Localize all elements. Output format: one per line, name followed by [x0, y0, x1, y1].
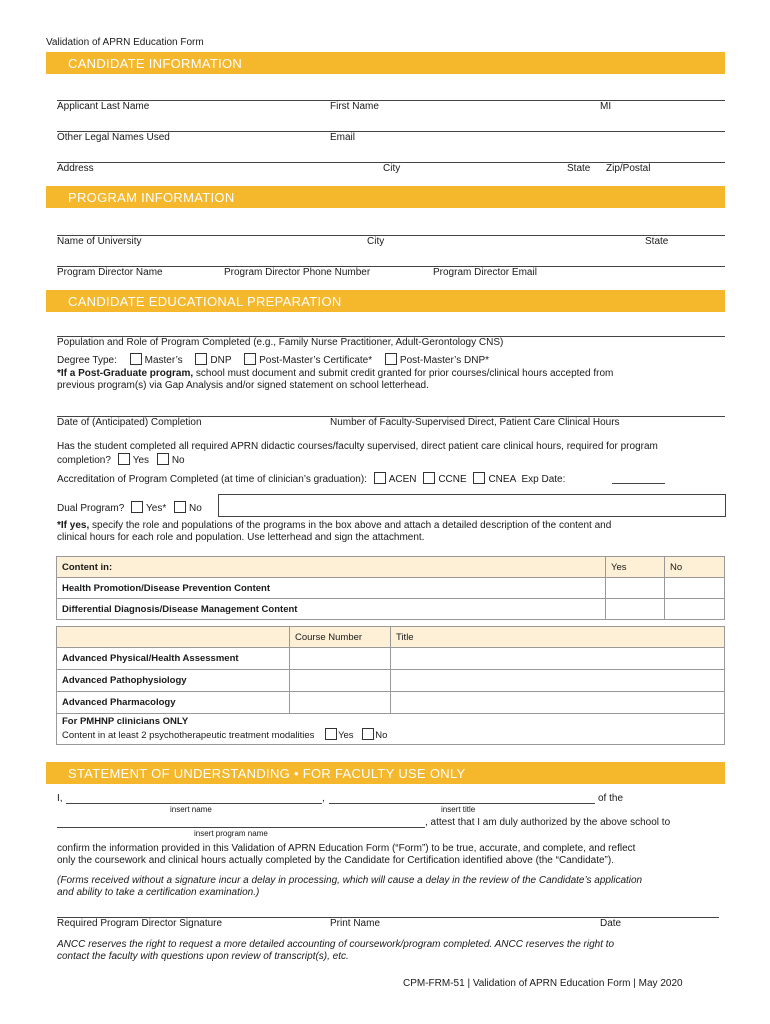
address-label: Address [57, 163, 94, 174]
post-grad-line2: previous program(s) via Gap Analysis and/or signed statement on school letterhead. [57, 380, 429, 391]
yes-header: Yes [606, 557, 665, 578]
mi-label: MI [600, 101, 612, 112]
content-header: Content in: [57, 557, 606, 578]
post-masters-dnp-checkbox[interactable] [385, 353, 397, 365]
dual-program-box[interactable] [218, 494, 726, 517]
section-statement [46, 762, 725, 784]
table-row [57, 599, 725, 620]
section-educational-preparation [46, 290, 725, 312]
title-header: Title [391, 627, 725, 648]
pmhnp-title: For PMHNP clinicians ONLY [62, 716, 189, 727]
statement-of-the: of the [598, 793, 624, 804]
post-grad-line1: school must document and submit credit granted for prior courses/clinical hours accepted from [193, 368, 614, 379]
course-number-cell[interactable] [290, 692, 391, 714]
completed-q2: completion? [57, 455, 111, 466]
if-yes-line1: specify the role and populations of the programs in the box above and attach a detailed description of the content and [89, 520, 612, 531]
course-row-label: Advanced Pathophysiology [57, 670, 290, 692]
director-name-label: Program Director Name [57, 267, 163, 278]
course-title-cell[interactable] [391, 670, 725, 692]
section-program-information [46, 186, 725, 208]
ancc-line2: contact the faculty with questions upon review of transcript(s), etc. [57, 951, 349, 962]
course-number-cell[interactable] [290, 670, 391, 692]
course-blank-header [57, 627, 290, 648]
confirm-line2: only the coursework and clinical hours actually completed by the Candidate for Certification identified above (the “Candidate”). [57, 855, 614, 866]
accreditation-label: Accreditation of Program Completed (at time of clinician’s graduation): [57, 474, 367, 485]
dual-yes-label: Yes* [146, 503, 167, 514]
pmhnp-yes-checkbox[interactable] [325, 728, 337, 740]
last-name-label: Applicant Last Name [57, 101, 150, 112]
city-label: City [383, 163, 401, 174]
section-title: CANDIDATE INFORMATION [68, 56, 243, 71]
if-yes-bold: *If yes, [57, 520, 90, 531]
post-masters-cert-label: Post-Master’s Certificate* [259, 355, 373, 366]
completion-date-label: Date of (Anticipated) Completion [57, 417, 202, 428]
pmhnp-yes-label: Yes [338, 730, 354, 741]
course-row-label: Advanced Physical/Health Assessment [57, 648, 290, 670]
statement-attest: , attest that I am duly authorized by the above school to [425, 817, 671, 828]
completed-yes-checkbox[interactable] [118, 453, 130, 465]
pmhnp-text: Content in at least 2 psychotherapeutic treatment modalities [62, 730, 315, 741]
degree-type-row [57, 353, 489, 367]
insert-name-hint: insert name [170, 805, 212, 814]
no-header: No [665, 557, 725, 578]
table-row [57, 714, 725, 745]
table-row [57, 627, 725, 648]
completed-yes-label: Yes [132, 455, 150, 466]
table-row [57, 557, 725, 578]
acen-label: ACEN [388, 474, 417, 485]
acen-checkbox[interactable] [374, 472, 386, 484]
university-label: Name of University [57, 236, 142, 247]
table-row [57, 670, 725, 692]
table-row [57, 578, 725, 599]
signature-label: Required Program Director Signature [57, 918, 223, 929]
program-state-label: State [645, 236, 669, 247]
dual-no-label: No [189, 503, 202, 514]
email-label: Email [330, 132, 356, 143]
degree-type-label: Degree Type: [57, 355, 117, 366]
if-yes-note [57, 520, 727, 544]
completed-no-label: No [171, 455, 185, 466]
course-number-header: Course Number [290, 627, 391, 648]
post-masters-dnp-label: Post-Master’s DNP* [399, 355, 490, 366]
dual-program-label: Dual Program? [57, 503, 125, 514]
section-candidate-information [46, 52, 725, 74]
post-masters-cert-checkbox[interactable] [244, 353, 256, 365]
exp-date-field[interactable] [612, 483, 665, 484]
if-yes-line2: clinical hours for each role and population. Use letterhead and sign the attachment. [57, 532, 425, 543]
course-table [56, 626, 725, 745]
state-label: State [567, 163, 591, 174]
dual-yes-checkbox[interactable] [131, 501, 143, 513]
completed-no-checkbox[interactable] [157, 453, 169, 465]
completed-q1: Has the student completed all required APRN didactic courses/faculty supervised, direct patient care clinical hours, required for program [57, 441, 658, 452]
table-row [57, 648, 725, 670]
masters-checkbox[interactable] [130, 353, 142, 365]
section-title: STATEMENT OF UNDERSTANDING • FOR FACULTY USE ONLY [68, 766, 466, 781]
forms-note [57, 875, 727, 899]
director-email-label: Program Director Email [433, 267, 537, 278]
forms-line2: and ability to take a certification examination.) [57, 887, 260, 898]
no-cell[interactable] [665, 578, 725, 599]
pmhnp-no-checkbox[interactable] [362, 728, 374, 740]
dual-no-checkbox[interactable] [174, 501, 186, 513]
course-title-cell[interactable] [391, 692, 725, 714]
forms-line1: (Forms received without a signature incur a delay in processing, which will cause a delay in the review of the Candidate’s application [57, 875, 643, 886]
clinical-hours-label: Number of Faculty-Supervised Direct, Patient Care Clinical Hours [330, 417, 620, 428]
section-title: PROGRAM INFORMATION [68, 190, 235, 205]
insert-program-hint: insert program name [194, 829, 268, 838]
yes-cell[interactable] [606, 599, 665, 620]
content-table [56, 556, 725, 620]
ancc-note [57, 939, 727, 963]
zip-label: Zip/Postal [606, 163, 651, 174]
no-cell[interactable] [665, 599, 725, 620]
population-role-label: Population and Role of Program Completed (e.g., Family Nurse Practitioner, Adult-Gerontology CNS) [57, 337, 504, 348]
section-title: CANDIDATE EDUCATIONAL PREPARATION [68, 294, 342, 309]
form-title: Validation of APRN Education Form [46, 37, 204, 48]
table-row [57, 692, 725, 714]
content-row-label: Differential Diagnosis/Disease Management Content [57, 599, 606, 620]
other-names-label: Other Legal Names Used [57, 132, 170, 143]
accreditation-row [57, 472, 565, 486]
exp-date-label: Exp Date: [521, 474, 566, 485]
confirm-paragraph [57, 843, 727, 867]
cnea-checkbox[interactable] [473, 472, 485, 484]
print-name-label: Print Name [330, 918, 381, 929]
ancc-line1: ANCC reserves the right to request a more detailed accounting of coursework/program completed. ANCC reserves the right to [57, 939, 615, 950]
masters-label: Master’s [144, 355, 183, 366]
statement-i: I, [57, 793, 63, 804]
course-number-cell[interactable] [290, 648, 391, 670]
pmhnp-cell [57, 714, 725, 745]
content-row-label: Health Promotion/Disease Prevention Content [57, 578, 606, 599]
candidate-name-field[interactable] [57, 100, 725, 101]
confirm-line1: confirm the information provided in this Validation of APRN Education Form (“Form”) to be true, accurate, and complete, and reflect [57, 843, 636, 854]
date-label: Date [600, 918, 622, 929]
post-grad-bold: *If a Post-Graduate program, [57, 368, 194, 379]
course-title-cell[interactable] [391, 648, 725, 670]
footer-text: CPM-FRM-51 | Validation of APRN Education Form | May 2020 [403, 978, 683, 989]
first-name-label: First Name [330, 101, 379, 112]
statement-comma: , [322, 793, 325, 804]
cnea-label: CNEA [488, 474, 516, 485]
completion-question [57, 441, 727, 467]
dual-program-row [57, 501, 202, 515]
dnp-label: DNP [210, 355, 232, 366]
yes-cell[interactable] [606, 578, 665, 599]
dnp-checkbox[interactable] [195, 353, 207, 365]
course-row-label: Advanced Pharmacology [57, 692, 290, 714]
ccne-checkbox[interactable] [423, 472, 435, 484]
university-field[interactable] [57, 235, 725, 236]
director-phone-label: Program Director Phone Number [224, 267, 371, 278]
pmhnp-no-label: No [375, 730, 388, 741]
program-city-label: City [367, 236, 385, 247]
ccne-label: CCNE [438, 474, 467, 485]
insert-title-hint: insert title [441, 805, 476, 814]
post-graduate-note [57, 368, 727, 392]
